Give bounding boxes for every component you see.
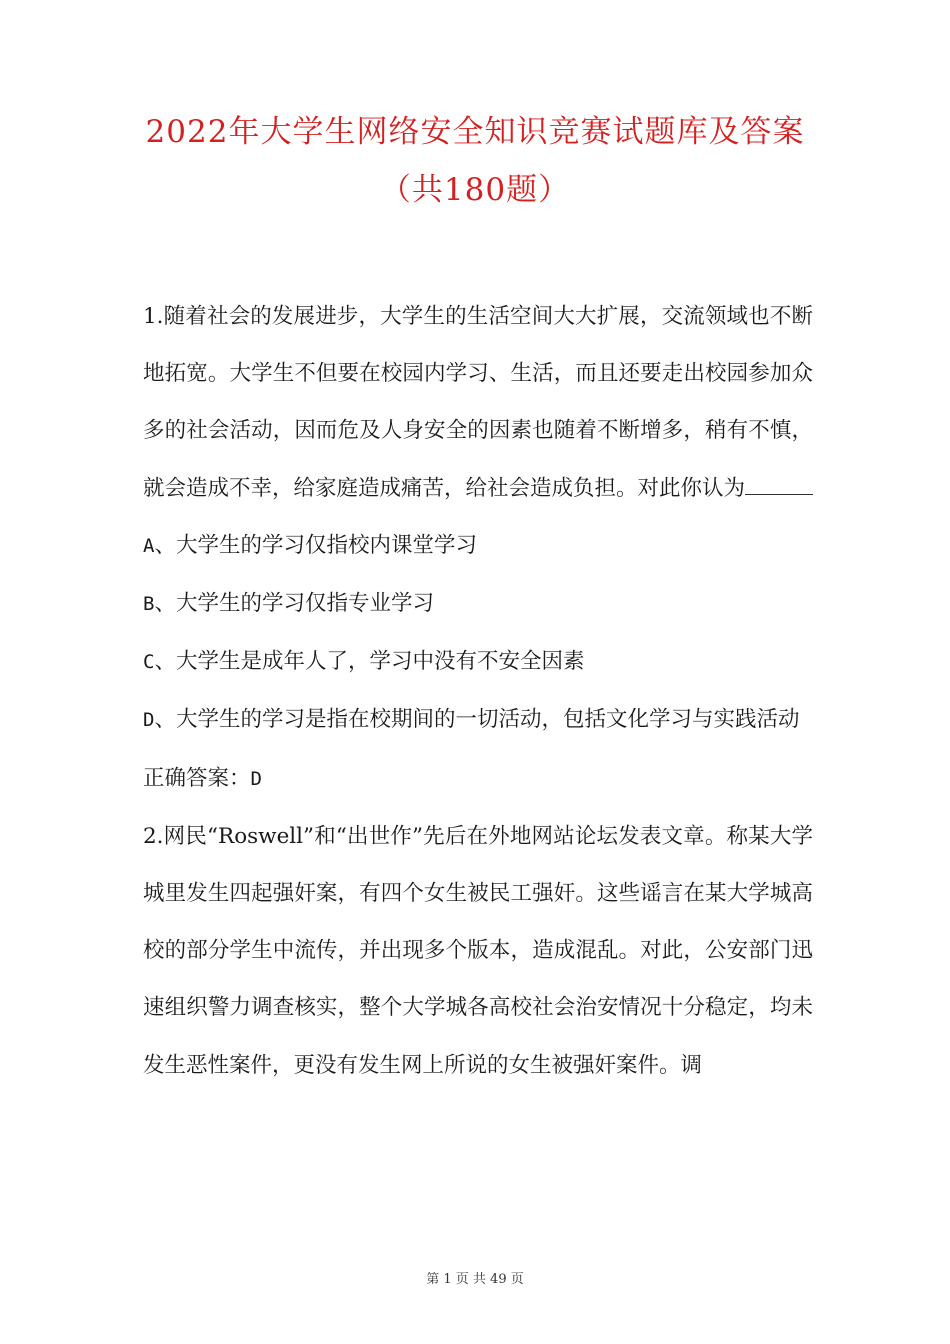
option-c-text: 大学生是成年人了，学习中没有不安全因素 bbox=[175, 649, 585, 675]
document-title-line1: 2022年大学生网络安全知识竞赛试题库及答案 bbox=[145, 114, 805, 150]
option-b bbox=[143, 575, 813, 633]
answer-blank bbox=[745, 476, 813, 495]
option-a-letter: A bbox=[143, 534, 155, 557]
option-a-text: 大学生的学习仅指校内课堂学习 bbox=[175, 532, 477, 558]
option-d-letter: D bbox=[143, 709, 155, 732]
option-b-text: 大学生的学习仅指专业学习 bbox=[175, 591, 434, 617]
question-1 bbox=[143, 288, 813, 517]
document-body bbox=[143, 288, 813, 1094]
option-c-letter: C bbox=[143, 651, 155, 674]
page-footer: 第 1 页 共 49 页 bbox=[426, 1272, 524, 1287]
option-b-letter: B bbox=[143, 593, 155, 616]
option-c bbox=[143, 633, 813, 691]
answer-line bbox=[143, 750, 813, 808]
option-a bbox=[143, 517, 813, 575]
document-title-line2: （共180题） bbox=[379, 172, 571, 208]
question-1-text: 1.随着社会的发展进步，大学生的生活空间大大扩展，交流领域也不断地拓宽。大学生不但要在校园内学习、生活，而且还要走出校园参加众多的社会活动，因而危及人身安全的因素也随着不断增多，稍有不慎，就会造成不幸，给家庭造成痛苦，给社会造成负担。对此你认为 bbox=[143, 304, 813, 501]
option-d-sep: 、 bbox=[154, 707, 176, 733]
option-d-text: 大学生的学习是指在校期间的一切活动，包括文化学习与实践活动 bbox=[175, 707, 800, 733]
question-2-text: 2.网民“Roswell”和“出世作”先后在外地网站论坛发表文章。称某大学城里发生四起强奸案，有四个女生被民工强奸。这些谣言在某大学城高校的部分学生中流传，并出现多个版本，造成混乱。对此，公安部门迅速组织警力调查核实，整个大学城各高校社会治安情况十分稳定，均未发生恶性案件，更没有发生网上所说的女生被强奸案件。调 bbox=[143, 823, 813, 1078]
option-d bbox=[143, 691, 813, 749]
option-c-sep: 、 bbox=[154, 649, 176, 675]
option-b-sep: 、 bbox=[154, 591, 176, 617]
answer-value: D bbox=[250, 767, 262, 790]
option-a-sep: 、 bbox=[154, 532, 176, 558]
question-2 bbox=[143, 808, 813, 1094]
answer-label: 正确答案： bbox=[143, 765, 251, 791]
